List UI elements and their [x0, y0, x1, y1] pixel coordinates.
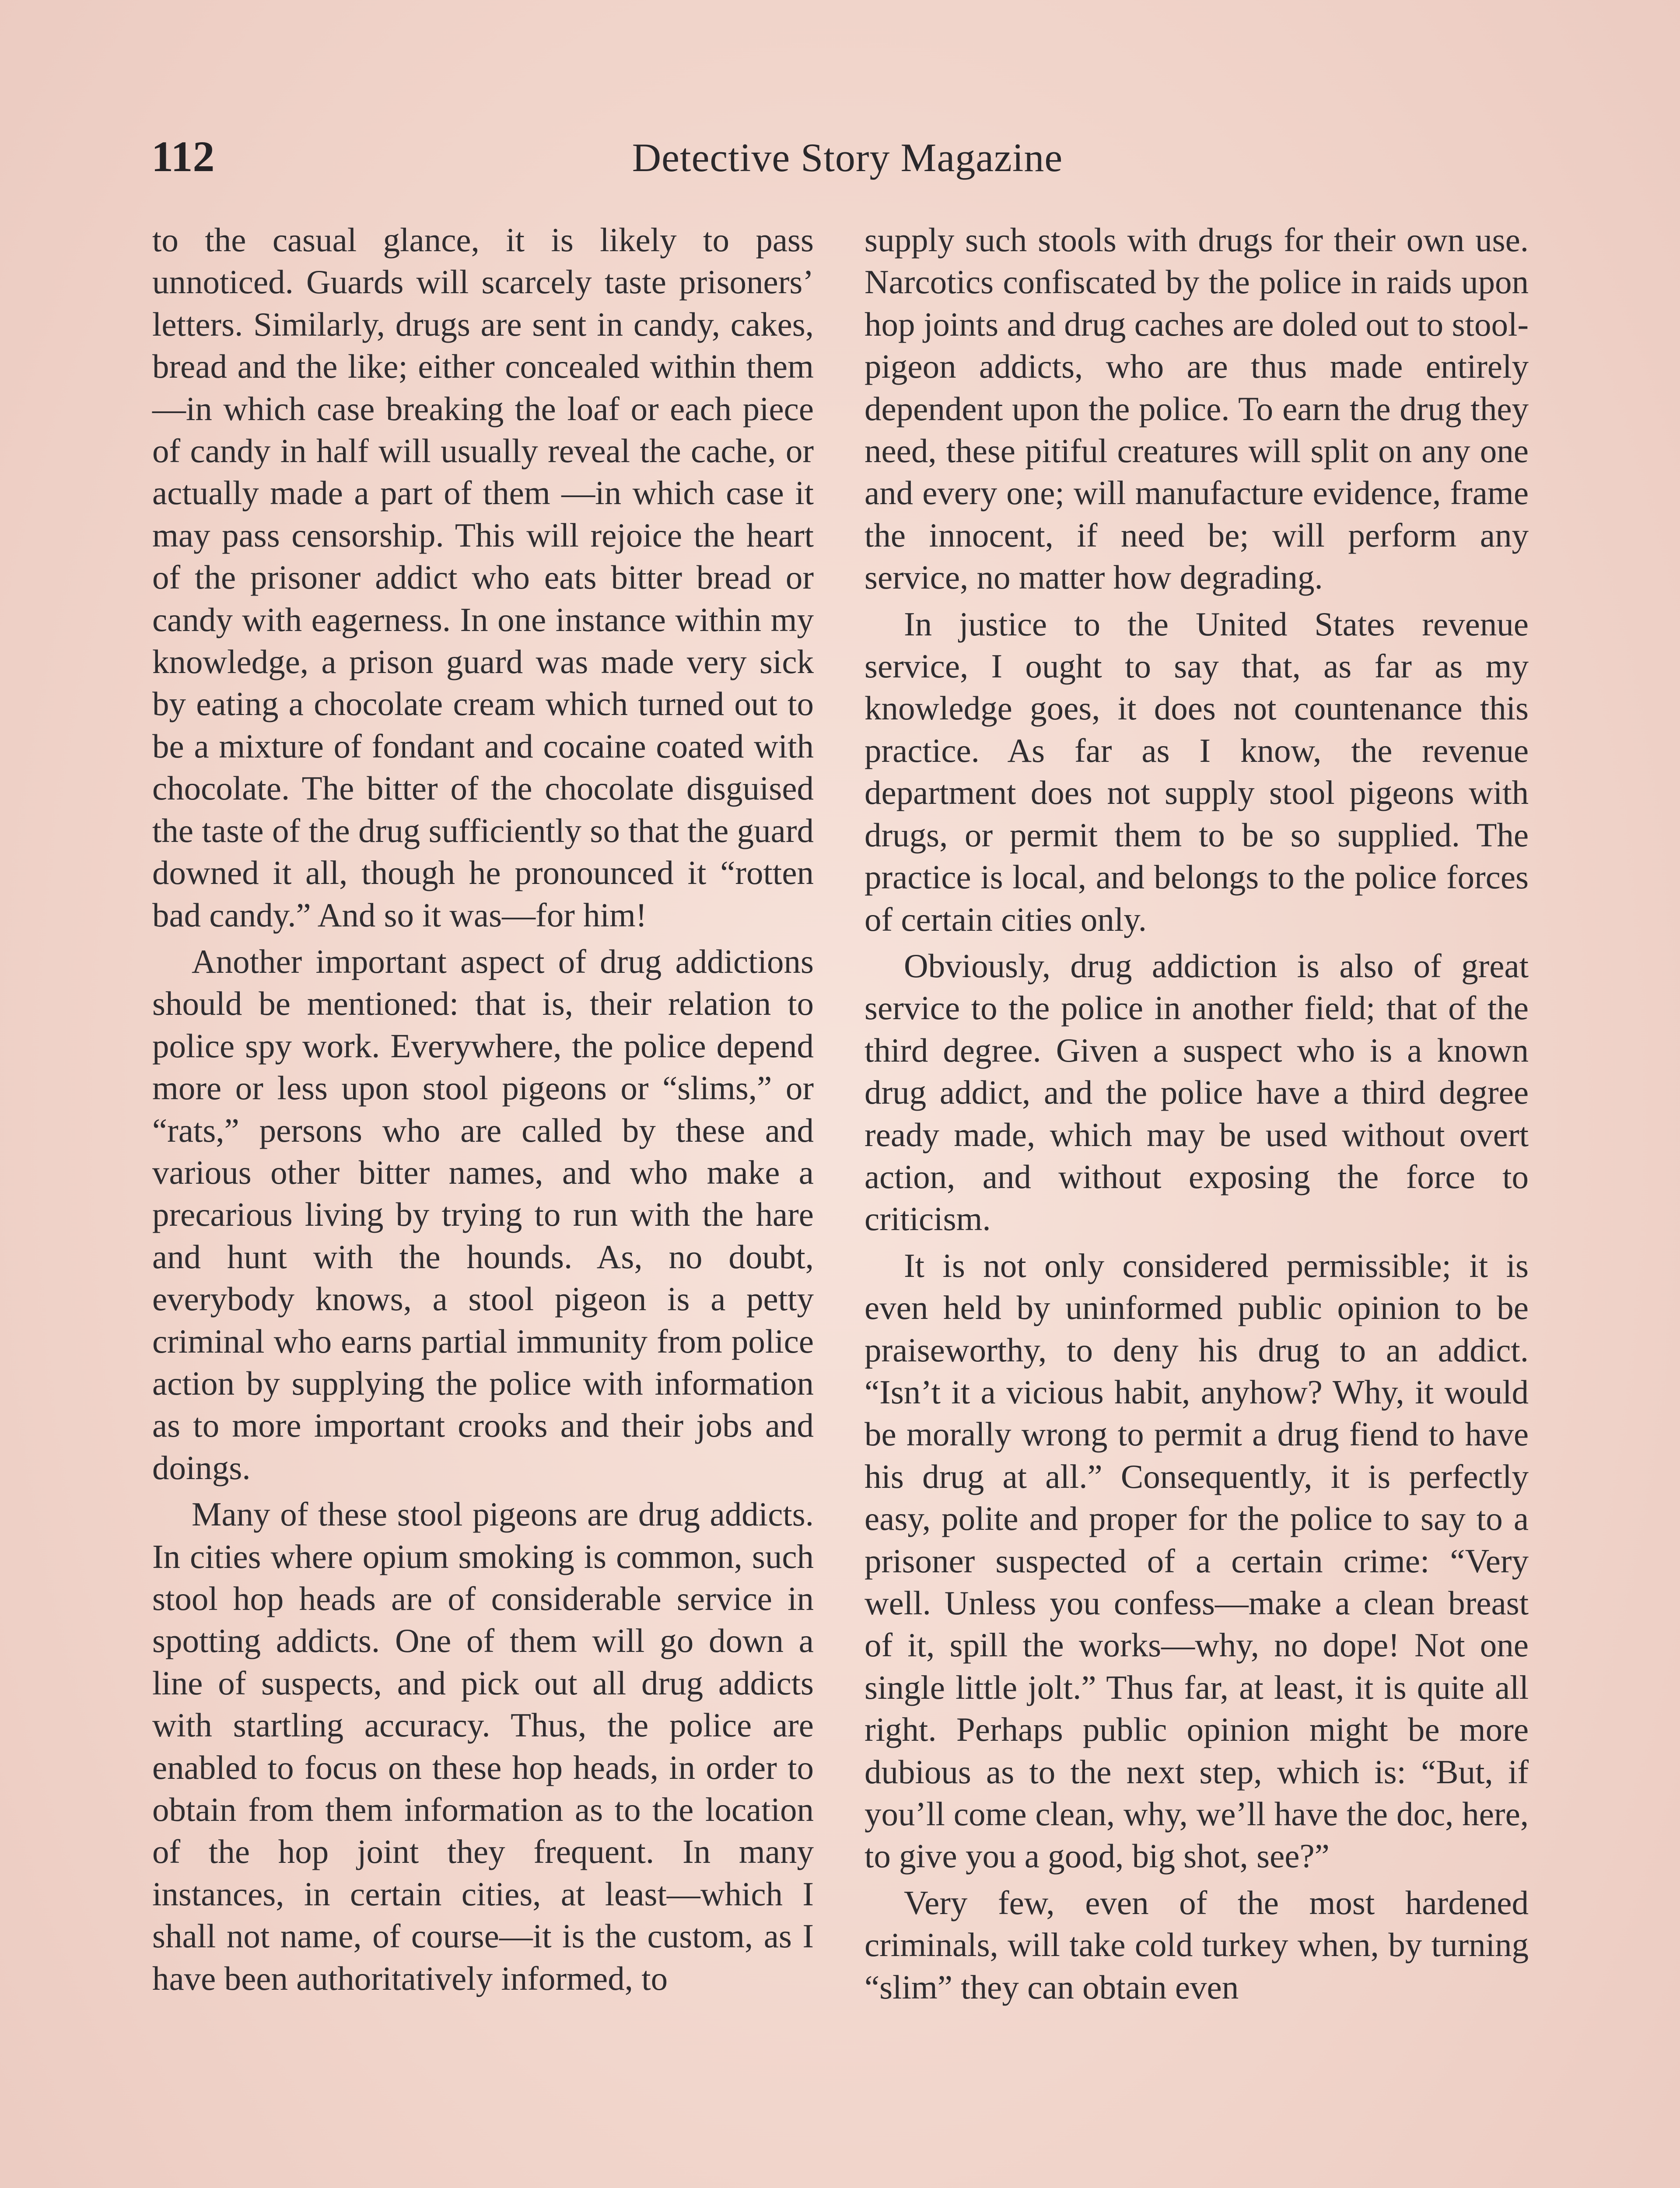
- left-text-column: [152, 219, 814, 1999]
- running-title: Detective Story Magazine: [632, 135, 1063, 180]
- paragraph: Very few, even of the most hardened criminals, will take cold turkey when, by turning “slim” they can obtain even: [864, 1883, 1529, 2006]
- paragraph: Many of these stool pigeons are drug addicts. In cities where opium smoking is common, such stool hop heads are of considerable service in spotting addicts. One of them will go down a line of suspects, and pick out all drug addicts with startling accuracy. Thus, the police are enabled to focus on these hop heads, in order to obtain from them information as to the location of the hop joint they frequent. In many instances, in certain cities, at least—which I shall not name, of course—it is the custom, as I have been authoritatively informed, to: [152, 1495, 814, 1997]
- paragraph: to the casual glance, it is likely to pass unnoticed. Guards will scarcely taste prisoners’ letters. Similarly, drugs are sent in candy, cakes, bread and the like; either concealed within them—in which case breaking the loaf or each piece of candy in half will usually reveal the cache, or actually made a part of them —in which case it may pass censorship. This will rejoice the heart of the prisoner addict who eats bitter bread or candy with eagerness. In one instance within my knowledge, a prison guard was made very sick by eating a chocolate cream which turned out to be a mixture of fondant and cocaine coated with chocolate. The bitter of the chocolate disguised the taste of the drug sufficiently so that the guard downed it all, though he pronounced it “rotten bad candy.” And so it was—for him!: [152, 221, 814, 934]
- page-number: 112: [151, 132, 215, 181]
- paragraph: Another important aspect of drug addictions should be mentioned: that is, their relation to police spy work. Everywhere, the police depend more or less upon stool pigeons or “slims,” or “rats,” persons who are called by these and various other bitter names, and who make a precarious living by trying to run with the hare and hunt with the hounds. As, no doubt, everybody knows, a stool pigeon is a petty criminal who earns partial immunity from police action by supplying the police with information as to more important crooks and their jobs and doings.: [152, 942, 814, 1487]
- right-text-column: [864, 219, 1529, 2008]
- paragraph: It is not only considered permissible; it is even held by uninformed public opinion to be praiseworthy, to deny his drug to an addict. “Isn’t it a vicious habit, anyhow? Why, it would be morally wrong to permit a drug fiend to have his drug at all.” Consequently, it is perfectly easy, polite and proper for the police to say to a prisoner suspected of a certain crime: “Very well. Unless you confess—make a clean breast of it, spill the works—why, no dope! Not one single little jolt.” Thus far, at least, it is quite all right. Perhaps public opinion might be more dubious as to the next step, which is: “But, if you’ll come clean, why, we’ll have the doc, here, to give you a good, big shot, see?”: [864, 1246, 1529, 1875]
- paragraph: supply such stools with drugs for their own use. Narcotics confiscated by the police in raids upon hop joints and drug caches are doled out to stool-pigeon addicts, who are thus made entirely dependent upon the police. To earn the drug they need, these pitiful creatures will split on any one and every one; will manufacture evidence, frame the innocent, if need be; will perform any service, no matter how degrading.: [864, 221, 1529, 596]
- paragraph: Obviously, drug addiction is also of great service to the police in another field; that of the third degree. Given a suspect who is a known drug addict, and the police have a third degree ready made, which may be used without overt action, and without exposing the force to criticism.: [864, 947, 1529, 1238]
- paragraph: In justice to the United States revenue service, I ought to say that, as far as my knowledge goes, it does not countenance this practice. As far as I know, the revenue department does not supply stool pigeons with drugs, or permit them to be so supplied. The practice is local, and belongs to the police forces of certain cities only.: [864, 605, 1529, 938]
